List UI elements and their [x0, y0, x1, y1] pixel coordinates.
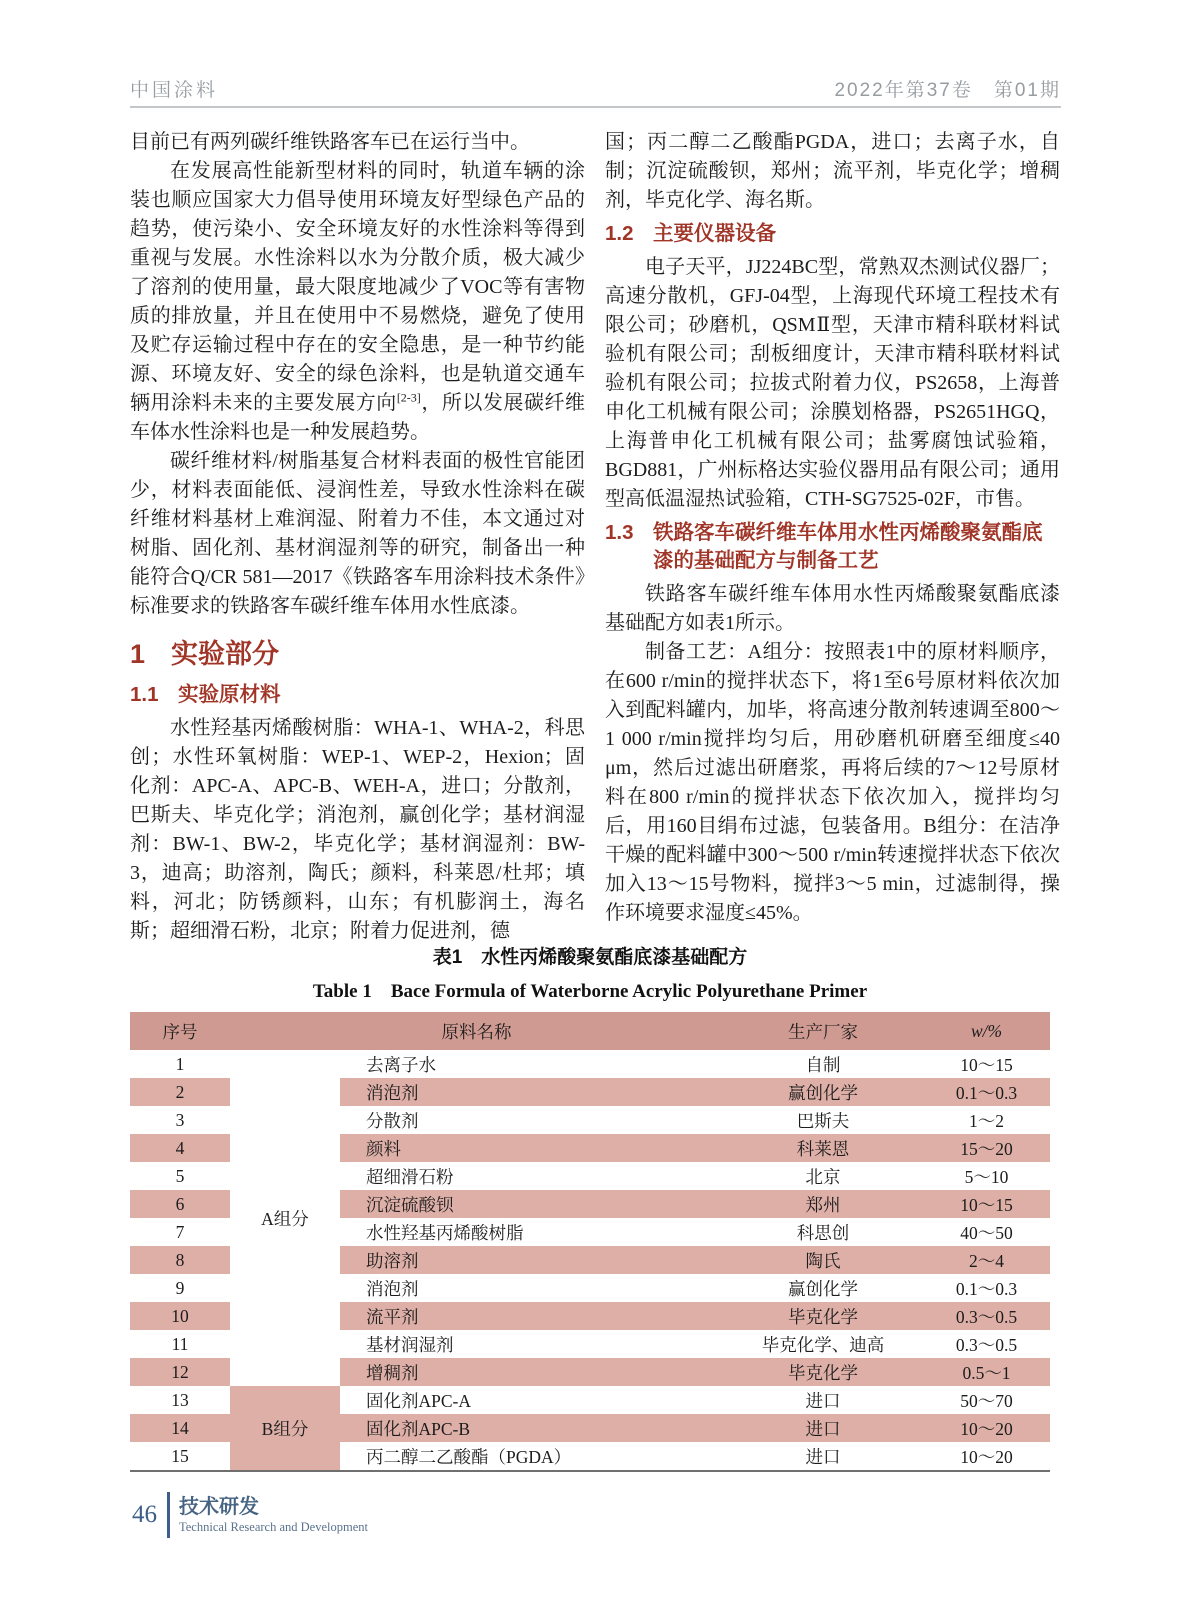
cell-mfr: 进口 [805, 1446, 841, 1467]
section-heading-1-3 [605, 519, 1060, 575]
paragraph-text: 在发展高性能新型材料的同时，轨道车辆的涂装也顺应国家大力倡导使用环境友好型绿色产品的趋势，使污染小、安全环境友好的水性涂料等得到重视与发展。水性涂料以水为分散介质，极大减少了溶剂的使用量，最大限度地减少了VOC等有害物质的排放量，并且在使用中不易燃烧，避免了使用及贮存运输过程中存在的安全隐患，是一种节约能源、环境友好、安全的绿色涂料，也是轨道交通车辆用涂料未来的主要发展方向 [130, 160, 585, 414]
table-1-block [130, 942, 1050, 1472]
cell-name: 固化剂APC-A [366, 1390, 472, 1411]
header-no: 序号 [130, 1012, 230, 1050]
table-header-row [130, 1012, 1050, 1050]
cell-no: 15 [171, 1445, 189, 1466]
cell-no: 1 [175, 1053, 185, 1074]
cell-name: 颜料 [340, 1134, 723, 1162]
paragraph: 制备工艺：A组分：按照表1中的原材料顺序，在600 r/min的搅拌状态下，将1至6号原材料依次加入到配料罐内，加毕，将高速分散剂转速调至800～1 000 r/min搅拌均匀后，用砂磨机研磨至细度≤40 μm，然后过滤出研磨浆，再将后续的7～12号原材料在800 r/min的搅拌状态下依次加入，搅拌均匀后，用160目绢布过滤，包装备用。B组分：在洁净干燥的配料罐中300～500 r/min转速搅拌状态下依次加入13～15号物料，搅拌3～5 min，过滤制得，操作环境要求湿度≤45%。 [605, 641, 1060, 924]
cell-w: 10～15 [923, 1190, 1050, 1218]
journal-name: 中国涂料 [130, 80, 219, 101]
cell-mfr: 毕克化学、迪高 [761, 1334, 885, 1355]
cell-w: 0.5～1 [923, 1358, 1050, 1386]
cell-mfr: 巴斯夫 [796, 1110, 850, 1131]
cell-name: 流平剂 [340, 1302, 723, 1330]
cell-mfr: 科莱恩 [723, 1134, 923, 1162]
cell-w: 15～20 [923, 1134, 1050, 1162]
cell-w: 10～20 [960, 1446, 1013, 1467]
cell-mfr: 毕克化学 [723, 1302, 923, 1330]
cell-mfr: 进口 [805, 1390, 841, 1411]
table-row [130, 1050, 1050, 1078]
left-column [130, 128, 585, 946]
section-title: 铁路客车碳纤维车体用水性丙烯酸聚氨酯底漆的基础配方与制备工艺 [653, 521, 1043, 572]
section-heading-1-2 [605, 220, 1060, 248]
cell-no: 10 [130, 1302, 230, 1330]
cell-no: 7 [175, 1221, 185, 1242]
section-title: 主要仪器设备 [653, 222, 776, 245]
paragraph: 水性羟基丙烯酸树脂：WHA-1、WHA-2，科思创；水性环氧树脂：WEP-1、WEP-2，Hexion；固化剂：APC-A、APC-B、WEH-A，进口；分散剂，巴斯夫、毕克化学；消泡剂，赢创化学；基材润湿剂：BW-1、BW-2，毕克化学；基材润湿剂：BW-3，迪高；助溶剂，陶氏；颜料，科莱恩/杜邦；填料，河北；防锈颜料，山东；有机膨润土，海名斯；超细滑石粉，北京；附着力促进剂，德 [130, 717, 585, 942]
cell-w: 0.1～0.3 [955, 1278, 1018, 1299]
cell-no: 5 [175, 1165, 185, 1186]
footer-divider [167, 1492, 170, 1538]
cell-name: 消泡剂 [366, 1278, 419, 1299]
cell-w: 2～4 [923, 1246, 1050, 1274]
table-title-en: Table 1 Bace Formula of Waterborne Acrylic Polyurethane Primer [312, 981, 868, 1002]
cell-name: 消泡剂 [340, 1078, 723, 1106]
cell-name: 丙二醇二乙酸酯（PGDA） [366, 1446, 572, 1467]
right-column [605, 128, 1060, 946]
cell-no: 11 [171, 1333, 189, 1354]
cell-w: 1～2 [969, 1110, 1004, 1131]
cell-no: 14 [130, 1414, 230, 1442]
cell-mfr: 进口 [723, 1414, 923, 1442]
cell-mfr: 赢创化学 [723, 1078, 923, 1106]
footer-section [179, 1495, 368, 1536]
paragraph [130, 157, 585, 447]
section-number: 1.2 [605, 222, 634, 245]
table-title-cn: 表1 水性丙烯酸聚氨酯底漆基础配方 [432, 947, 748, 968]
cell-component-group: B组分 [230, 1386, 340, 1471]
cell-name: 分散剂 [366, 1110, 419, 1131]
cell-no: 6 [130, 1190, 230, 1218]
cell-mfr: 自制 [805, 1054, 841, 1075]
paragraph: 碳纤维材料/树脂基复合材料表面的极性官能团少，材料表面能低、浸润性差，导致水性涂料在碳纤维材料基材上难润湿、附着力不佳，本文通过对树脂、固化剂、基材润湿剂等的研究，制备出一种能符合Q/CR 581—2017《铁路客车用涂料技术条件》标准要求的铁路客车碳纤维车体用水性底漆。 [130, 450, 585, 617]
cell-no: 13 [171, 1389, 189, 1410]
cell-w: 0.1～0.3 [923, 1078, 1050, 1106]
cell-w: 0.3～0.5 [955, 1334, 1018, 1355]
cell-mfr: 科思创 [796, 1222, 850, 1243]
section-heading-1-1 [130, 681, 585, 709]
cell-w: 40～50 [960, 1222, 1013, 1243]
cell-w: 10～20 [923, 1414, 1050, 1442]
cell-name: 去离子水 [366, 1054, 436, 1075]
table-row [130, 1386, 1050, 1414]
cell-w: 5～10 [964, 1166, 1009, 1187]
cell-no: 2 [130, 1078, 230, 1106]
cell-name: 超细滑石粉 [366, 1166, 454, 1187]
page-header [130, 70, 1061, 108]
header-w-percent: w/% [923, 1012, 1050, 1050]
cell-name: 基材润湿剂 [366, 1334, 454, 1355]
paragraph: 铁路客车碳纤维车体用水性丙烯酸聚氨酯底漆基础配方如表1所示。 [605, 583, 1060, 634]
cell-mfr: 赢创化学 [788, 1278, 858, 1299]
section-number: 1 [130, 639, 146, 669]
cell-name: 水性羟基丙烯酸树脂 [366, 1222, 524, 1243]
header-mfr: 生产厂家 [723, 1012, 923, 1050]
paragraph: 目前已有两列碳纤维铁路客车已在运行当中。 [130, 131, 530, 153]
section-number: 1.1 [130, 683, 159, 706]
section-heading-1 [130, 637, 585, 671]
cell-w: 50～70 [960, 1390, 1013, 1411]
cell-name: 助溶剂 [340, 1246, 723, 1274]
issue-info: 2022年第37卷 第01期 [834, 80, 1061, 101]
paragraph: 电子天平，JJ224BC型，常熟双杰测试仪器厂；高速分散机，GFJ-04型，上海现代环境工程技术有限公司；砂磨机，QSMⅡ型，天津市精科联材料试验机有限公司；刮板细度计，天津市精科联材料试验机有限公司；拉拔式附着力仪，PS2658，上海普申化工机械有限公司；涂膜划格器，PS2651HGQ，上海普申化工机械有限公司；盐雾腐蚀试验箱，BGD881，广州标格达实验仪器用品有限公司；通用型高低温湿热试验箱，CTH-SG7525-02F，市售。 [605, 256, 1060, 510]
cell-name: 固化剂APC-B [340, 1414, 723, 1442]
cell-no: 8 [130, 1246, 230, 1274]
cell-w: 0.3～0.5 [923, 1302, 1050, 1330]
cell-no: 3 [175, 1109, 185, 1130]
paragraph: 国；丙二醇二乙酸酯PGDA，进口；去离子水，自制；沉淀硫酸钡，郑州；流平剂，毕克化学；增稠剂，毕克化学、海名斯。 [605, 131, 1060, 211]
cell-no: 12 [130, 1358, 230, 1386]
cell-w: 10～15 [960, 1054, 1013, 1075]
cell-component-group: A组分 [230, 1050, 340, 1386]
section-title: 实验原材料 [178, 683, 281, 706]
cell-mfr: 毕克化学 [723, 1358, 923, 1386]
cell-mfr: 郑州 [723, 1190, 923, 1218]
cell-mfr: 北京 [805, 1166, 841, 1187]
section-number: 1.3 [605, 521, 634, 544]
cell-no: 4 [130, 1134, 230, 1162]
footer-section-cn: 技术研发 [179, 1495, 259, 1518]
citation-ref: [2-3] [396, 390, 421, 405]
cell-name: 增稠剂 [340, 1358, 723, 1386]
cell-name: 沉淀硫酸钡 [340, 1190, 723, 1218]
formula-table-body [130, 1050, 1050, 1471]
body-columns [130, 128, 1061, 946]
paragraph-text: ，所以发展碳纤维车体水性涂料也是一种发展趋势。 [130, 392, 586, 443]
cell-no: 9 [175, 1277, 185, 1298]
cell-mfr: 陶氏 [723, 1246, 923, 1274]
header-name: 原料名称 [230, 1012, 723, 1050]
footer-section-en: Technical Research and Development [179, 1519, 368, 1534]
formula-table [130, 1012, 1050, 1472]
page-footer [132, 1492, 368, 1538]
section-title: 实验部分 [171, 639, 280, 669]
page-number: 46 [132, 1501, 157, 1528]
